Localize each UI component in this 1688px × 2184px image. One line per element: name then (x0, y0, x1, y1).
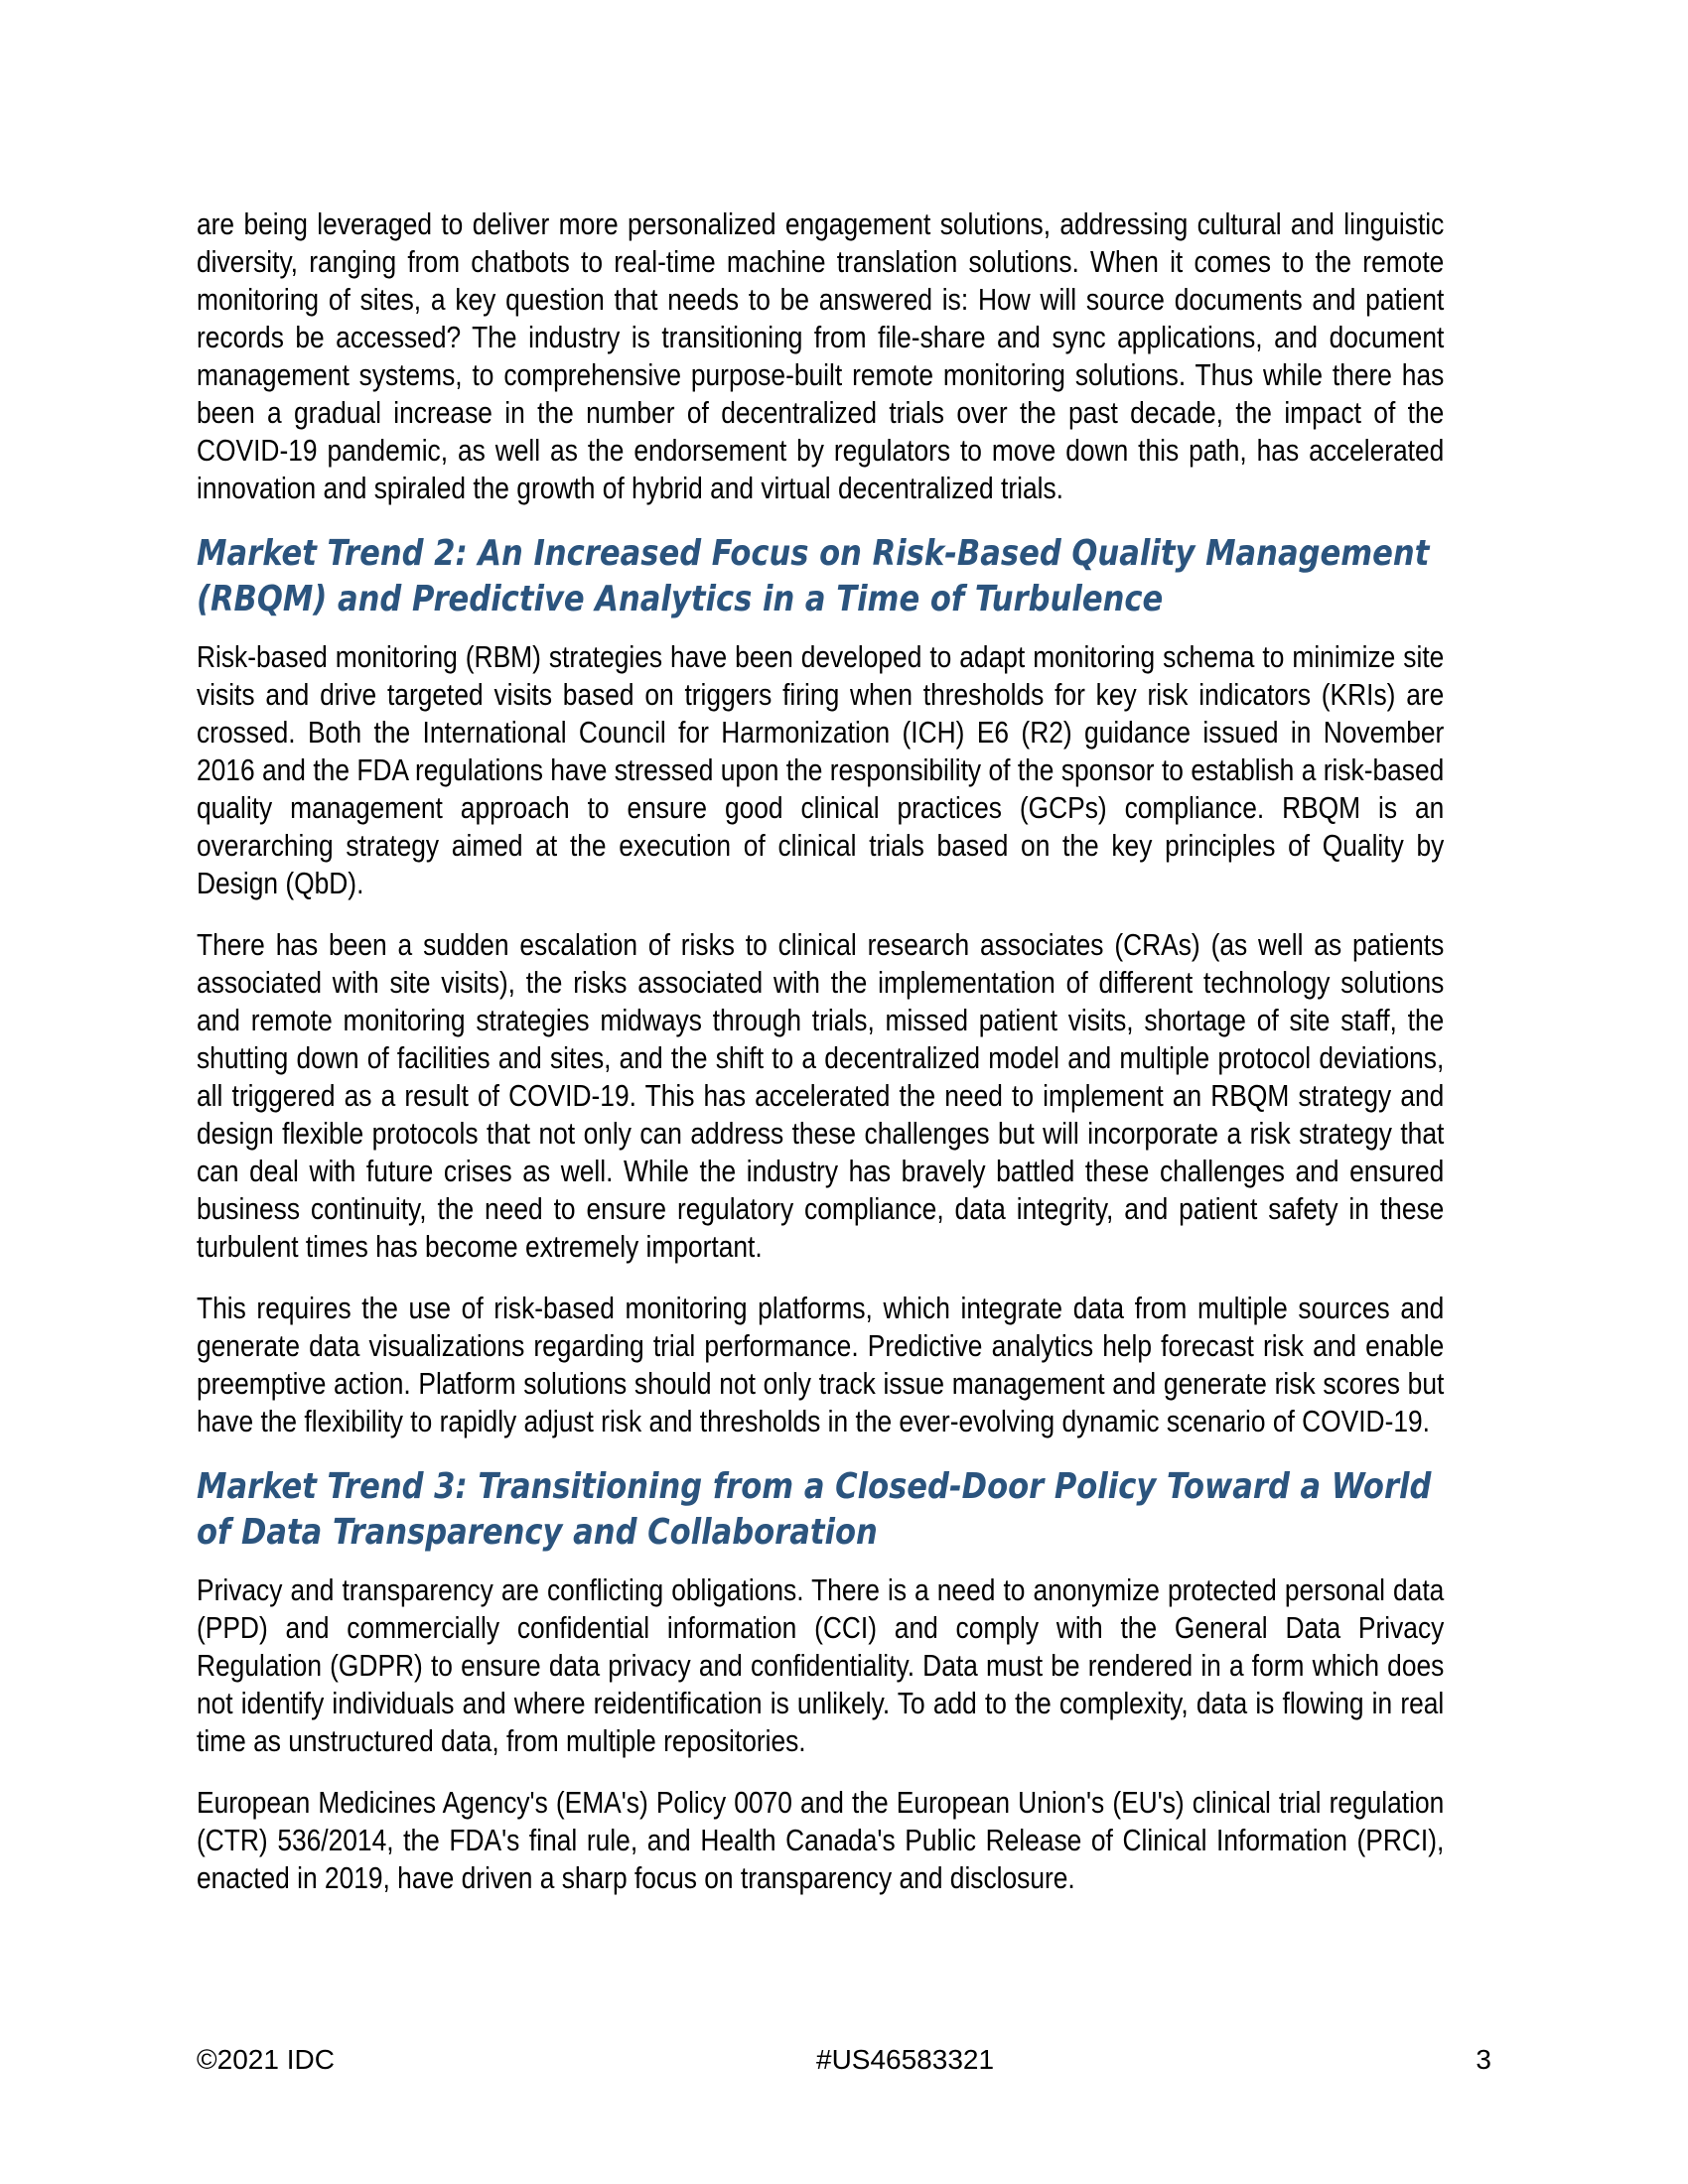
paragraph-rbm-strategies: Risk-based monitoring (RBM) strategies have been developed to adapt monitoring schema to minimize site visits and drive targeted visits based on triggers firing when thresholds for key risk indicators (KRIs) are crossed. Both the International Council for Harmonization (ICH) E6 (R2) guidance issued in November 2016 and the FDA regulations have stressed upon the responsibility of the sponsor to establish a risk-based quality management approach to ensure good clinical practices (GCPs) compliance. RBQM is an overarching strategy aimed at the execution of clinical trials based on the key principles of Quality by Design (QbD). (197, 639, 1445, 900)
page-content (197, 205, 1444, 1921)
footer-document-number: #US46583321 (816, 2044, 995, 2075)
paragraph-monitoring-platforms: This requires the use of risk-based monitoring platforms, which integrate data from multiple sources and generate data visualizations regarding trial performance. Predictive analytics help forecast risk and enable preemptive action. Platform solutions should not only track issue management and generate risk scores but have the flexibility to rapidly adjust risk and thresholds in the ever-evolving dynamic scenario of COVID-19. (197, 1291, 1445, 1438)
paragraph-continuation-market-trend-1: are being leveraged to deliver more personalized engagement solutions, addressing cultural and linguistic diversity, ranging from chatbots to real-time machine translation solutions. When it comes to the remote monitoring of sites, a key question that needs to be answered is: How will source documents and patient records be accessed? The industry is transitioning from file-share and sync applications, and document management systems, to comprehensive purpose-built remote monitoring solutions. Thus while there has been a gradual increase in the number of decentralized trials over the past decade, the impact of the COVID-19 pandemic, as well as the endorsement by regulators to move down this path, has accelerated innovation and spiraled the growth of hybrid and virtual decentralized trials. (197, 206, 1445, 505)
footer-page-number: 3 (1476, 2044, 1491, 2075)
paragraph-ema-policy: European Medicines Agency's (EMA's) Policy 0070 and the European Union's (EU's) clinical trial regulation (CTR) 536/2014, the FDA's final rule, and Health Canada's Public Release of Clinical Information (PRCI), enacted in 2019, have driven a sharp focus on transparency and disclosure. (197, 1785, 1445, 1895)
section-heading-market-trend-3: Market Trend 3: Transitioning from a Closed-Door Policy Toward a World of Data Transparency and Collaboration (197, 1466, 1432, 1553)
footer-copyright: ©2021 IDC (197, 2044, 335, 2075)
paragraph-privacy-transparency: Privacy and transparency are conflicting obligations. There is a need to anonymize protected personal data (PPD) and commercially confidential information (CCI) and comply with the General Data Privacy Regulation (GDPR) to ensure data privacy and confidentiality. Data must be rendered in a form which does not identify individuals and where reidentification is unlikely. To add to the complexity, data is flowing in real time as unstructured data, from multiple repositories. (197, 1572, 1445, 1758)
section-heading-market-trend-2: Market Trend 2: An Increased Focus on Risk-Based Quality Management (RBQM) and Predictive Analytics in a Time of Turbulence (197, 533, 1430, 619)
paragraph-risk-escalation: There has been a sudden escalation of risks to clinical research associates (CRAs) (as well as patients associated with site visits), the risks associated with the implementation of different technology solutions and remote monitoring strategies midways through trials, missed patient visits, shortage of site staff, the shutting down of facilities and sites, and the shift to a decentralized model and multiple protocol deviations, all triggered as a result of COVID-19. This has accelerated the need to implement an RBQM strategy and design flexible protocols that not only can address these challenges but will incorporate a risk strategy that can deal with future crises as well. While the industry has bravely battled these challenges and ensured business continuity, the need to ensure regulatory compliance, data integrity, and patient safety in these turbulent times has become extremely important. (197, 927, 1445, 1264)
page-footer (197, 2043, 1491, 2083)
